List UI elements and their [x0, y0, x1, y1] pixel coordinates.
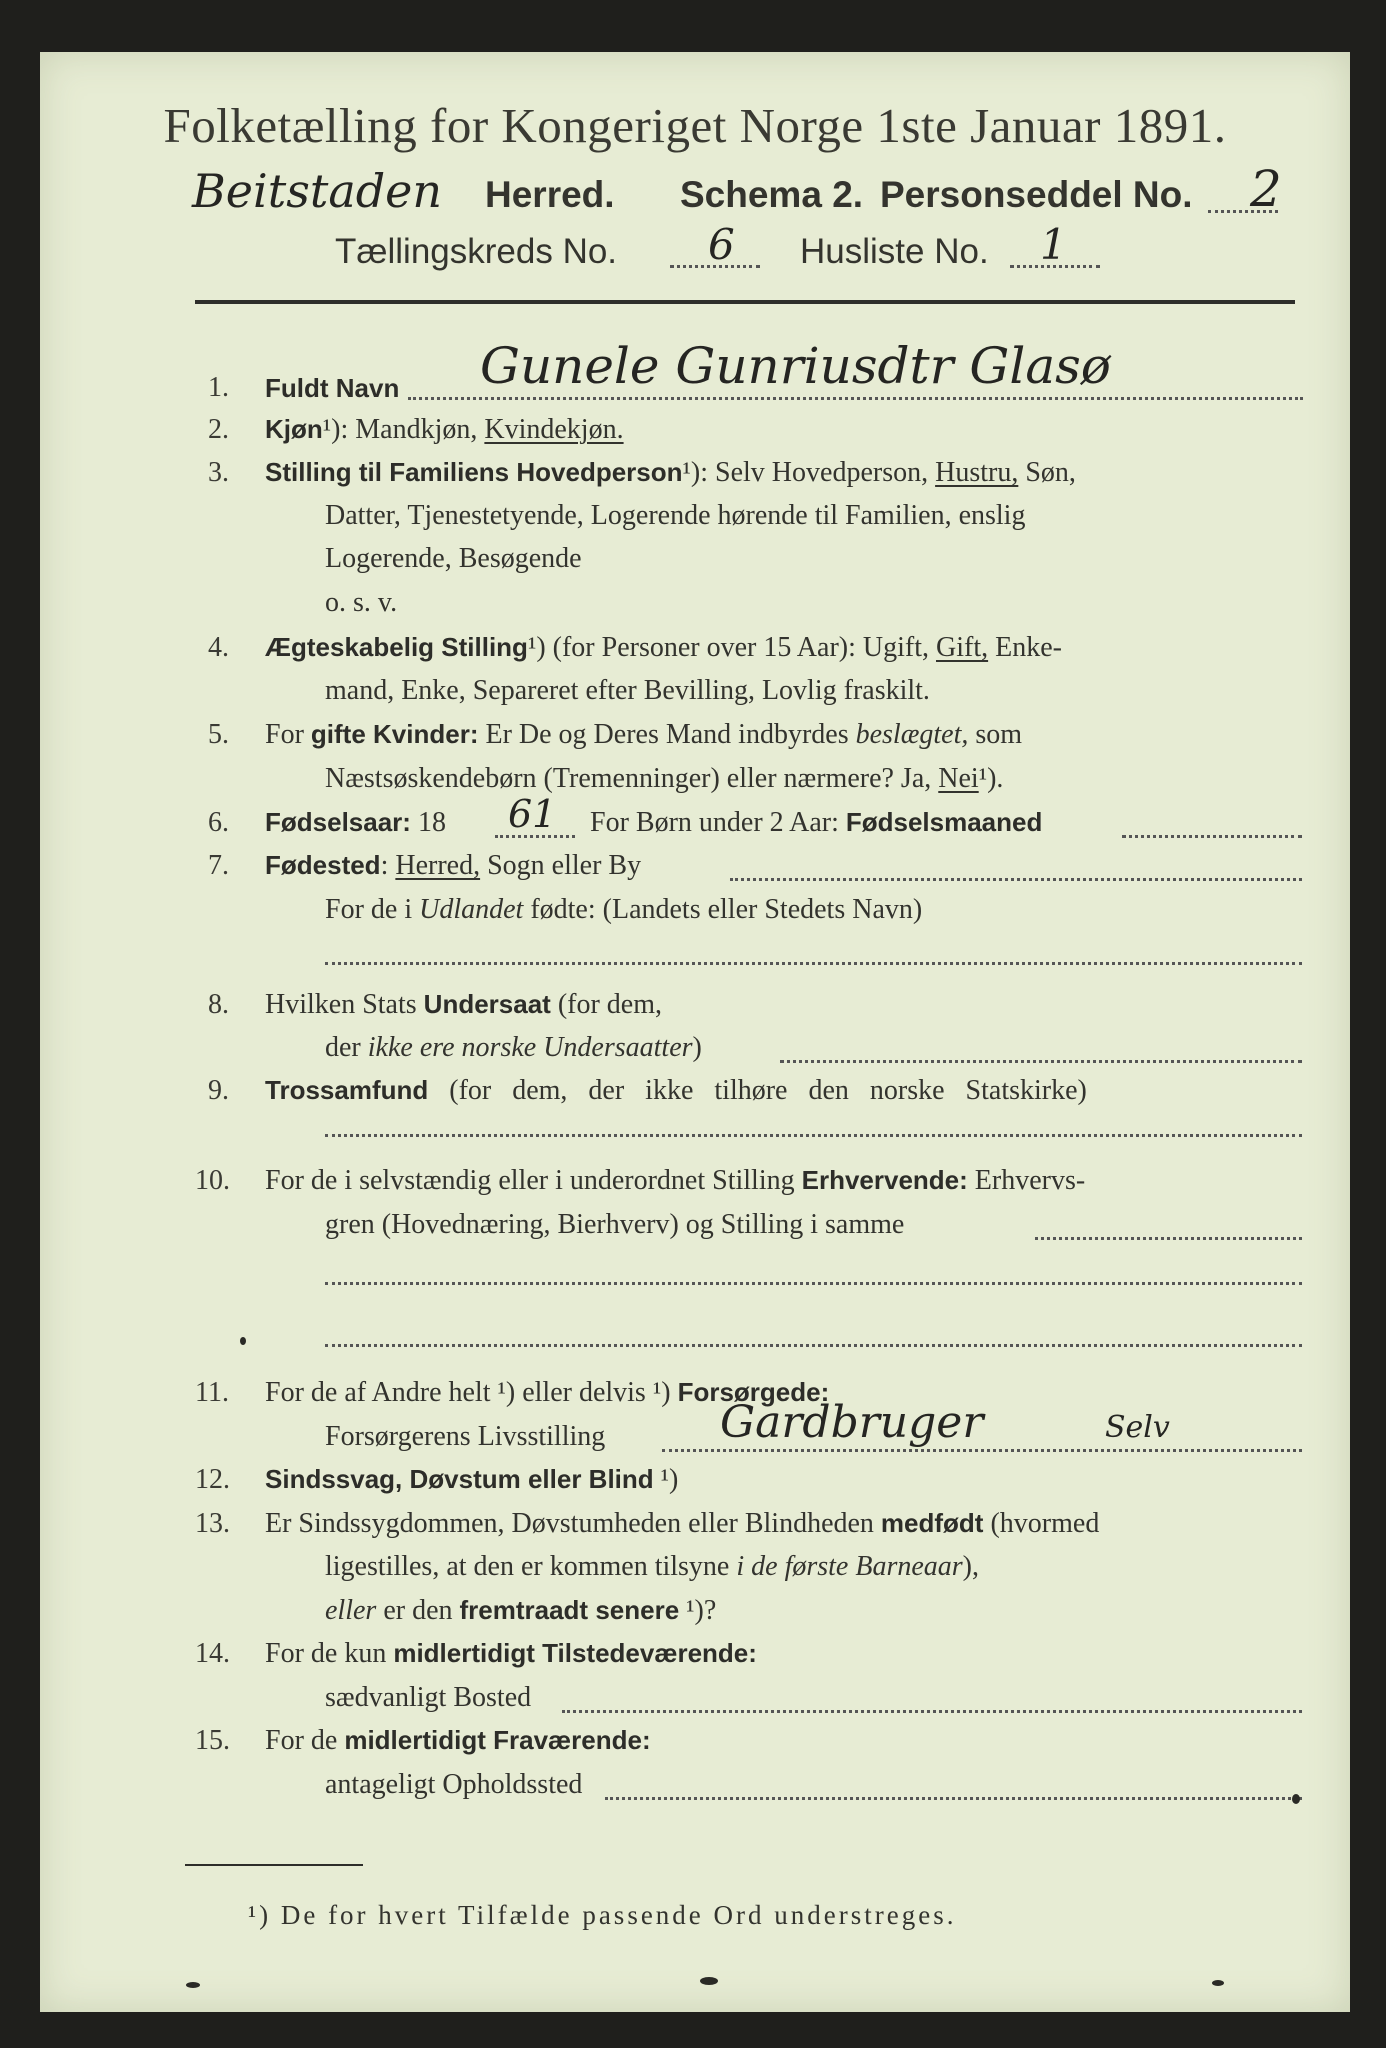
- item-14-line1: For de kun midlertidigt Tilstedeværende:: [265, 1638, 757, 1669]
- sex-selected: Kvindekjøn.: [484, 414, 624, 445]
- item-10-number: 10.: [195, 1165, 230, 1196]
- married-women-label: gifte Kvinder:: [310, 719, 479, 749]
- religion-label: Trossamfund: [265, 1075, 429, 1105]
- item-4-number: 4.: [208, 632, 229, 663]
- temporary-absent-label: midlertidigt Fraværende:: [344, 1725, 651, 1755]
- provider-occupation-dots: [662, 1449, 1302, 1452]
- ink-speck: [1212, 1980, 1224, 1986]
- header-rule: [195, 300, 1295, 304]
- birthplace-label: Fødested: [265, 850, 381, 880]
- birthplace-dots: [730, 878, 1302, 881]
- ink-speck: [700, 1977, 718, 1985]
- ink-speck: [1292, 1794, 1300, 1804]
- related-selected: Nei: [938, 763, 979, 794]
- ink-speck: [186, 1982, 200, 1988]
- occupation-dots-2: [325, 1282, 1302, 1285]
- herred-value: Beitstaden: [192, 164, 443, 218]
- full-name-dots: [408, 397, 1303, 400]
- census-form-sheet: [40, 52, 1350, 2012]
- item-7-number: 7.: [208, 850, 229, 881]
- item-10-line1: For de i selvstændig eller i underordnet Stilling Erhvervende: Erhvervs-: [265, 1165, 1086, 1196]
- full-name-value: Gunele Gunriusdtr Glasø: [480, 337, 1111, 395]
- personseddel-label: Personseddel No.: [880, 174, 1193, 215]
- birth-year-dots: [495, 835, 575, 838]
- item-3-line2: Datter, Tjenestetyende, Logerende hørende til Familien, enslig: [325, 500, 1026, 531]
- sex-label: Kjøn: [265, 414, 323, 444]
- item-5-number: 5.: [208, 719, 229, 750]
- provider-occupation-value: Gardbruger: [720, 1397, 984, 1448]
- marital-status-label: Ægteskabelig Stilling: [265, 632, 528, 662]
- disability-label: Sindssvag, Døvstum eller Blind: [265, 1464, 654, 1494]
- footnote: ¹) De for hvert Tilfælde passende Ord understreges.: [248, 1900, 957, 1930]
- ink-speck: [240, 1337, 246, 1345]
- kreds-label: Tællingskreds No.: [335, 232, 618, 271]
- item-13-line3: eller er den fremtraadt senere ¹)?: [325, 1595, 717, 1626]
- probable-location-label: antageligt Opholdssted: [325, 1769, 583, 1800]
- usual-residence-label: sædvanligt Bosted: [325, 1682, 532, 1713]
- item-11-number: 11.: [195, 1377, 229, 1408]
- birth-year-value: 61: [508, 792, 557, 836]
- item-3-line1: Stilling til Familiens Hovedperson¹): Selv Hovedperson, Hustru, Søn,: [265, 457, 1076, 488]
- item-3-line3: Logerende, Besøgende: [325, 543, 582, 574]
- dependents-label: Forsørgede:: [677, 1377, 830, 1407]
- occupation-dots-3: [325, 1344, 1302, 1347]
- schema-label: Schema 2.: [680, 174, 864, 215]
- item-5-line1: For gifte Kvinder: Er De og Deres Mand indbyrdes beslægtet, som: [265, 719, 1023, 750]
- sex-options: ¹): Mandkjøn,: [322, 414, 478, 445]
- item-6-number: 6.: [208, 807, 229, 838]
- item-13-number: 13.: [195, 1508, 230, 1539]
- item-3-line4: o. s. v.: [325, 587, 398, 618]
- congenital-label: medfødt: [880, 1508, 984, 1538]
- later-onset-label: fremtraadt senere: [459, 1595, 680, 1625]
- temporary-present-label: midlertidigt Tilstedeværende:: [393, 1638, 757, 1668]
- citizenship-dots: [780, 1060, 1302, 1063]
- item-6-line: Fødselsaar: 18: [265, 807, 446, 838]
- footnote-rule: [185, 1864, 363, 1866]
- probable-location-dots: [605, 1797, 1302, 1800]
- family-position-label: Stilling til Familiens Hovedperson: [265, 457, 683, 487]
- provider-occupation-label: Forsørgerens Livsstilling: [325, 1421, 606, 1452]
- item-6-rest: For Børn under 2 Aar: Fødselsmaaned: [590, 807, 1043, 838]
- item-4-line2: mand, Enke, Separeret efter Bevilling, Lovlig fraskilt.: [325, 675, 930, 706]
- item-3-number: 3.: [208, 457, 229, 488]
- item-13-line2: ligestilles, at den er kommen tilsyne i de første Barneaar),: [325, 1551, 979, 1582]
- item-2-number: 2.: [208, 414, 229, 445]
- form-title: Folketælling for Kongeriget Norge 1ste Januar 1891.: [163, 98, 1227, 153]
- husliste-value: 1: [1040, 220, 1067, 269]
- item-12-line: Sindssvag, Døvstum eller Blind ¹): [265, 1464, 679, 1495]
- birth-year-label: Fødselsaar:: [265, 807, 411, 837]
- item-14-number: 14.: [195, 1638, 230, 1669]
- item-12-number: 12.: [195, 1464, 230, 1495]
- item-13-line1: Er Sindssygdommen, Døvstumheden eller Blindheden medfødt (hvormed: [265, 1508, 1100, 1539]
- occupation-label: Erhvervende:: [801, 1165, 968, 1195]
- religion-dots: [325, 1134, 1302, 1137]
- marital-status-selected: Gift,: [936, 632, 989, 663]
- item-11-line1: For de af Andre helt ¹) eller delvis ¹) Forsørgede:: [265, 1377, 830, 1408]
- item-2-line: [265, 414, 624, 446]
- item-4-line1: Ægteskabelig Stilling¹) (for Personer over 15 Aar): Ugift, Gift, Enke-: [265, 632, 1062, 663]
- personseddel-value: 2: [1250, 160, 1282, 218]
- provider-occupation-value-2: Selv: [1105, 1410, 1170, 1445]
- herred-label: Herred.: [485, 174, 615, 215]
- family-position-selected: Hustru,: [935, 457, 1019, 488]
- item-1-number: 1.: [208, 372, 229, 403]
- item-5-line2: Næstsøskendebørn (Tremenninger) eller nærmere? Ja, Nei¹).: [325, 763, 1004, 794]
- usual-residence-dots: [562, 1710, 1302, 1713]
- item-9-line: Trossamfund (for dem, der ikke tilhøre den norske Statskirke): [265, 1075, 1087, 1106]
- item-15-number: 15.: [195, 1725, 230, 1756]
- item-9-number: 9.: [208, 1075, 229, 1106]
- birthplace-selected: Herred,: [395, 850, 481, 881]
- birth-month-label: Fødselsmaaned: [845, 807, 1043, 837]
- occupation-dots-1: [1035, 1237, 1302, 1240]
- foreign-birthplace-dots: [325, 962, 1302, 965]
- item-8-line1: Hvilken Stats Undersaat (for dem,: [265, 989, 663, 1020]
- citizenship-label: Undersaat: [423, 989, 551, 1019]
- item-8-line2: der ikke ere norske Undersaatter): [325, 1032, 702, 1063]
- item-7-line2: For de i Udlandet fødte: (Landets eller Stedets Navn): [325, 894, 923, 925]
- birth-month-dots: [1122, 835, 1302, 838]
- full-name-label: Fuldt Navn: [265, 373, 400, 403]
- item-7-line1: Fødested: Herred, Sogn eller By: [265, 850, 642, 881]
- item-8-number: 8.: [208, 989, 229, 1020]
- kreds-value: 6: [708, 220, 735, 269]
- item-15-line1: For de midlertidigt Fraværende:: [265, 1725, 651, 1756]
- item-10-line2: gren (Hovednæring, Bierhverv) og Stilling i samme: [325, 1209, 905, 1240]
- husliste-label: Husliste No.: [800, 232, 989, 271]
